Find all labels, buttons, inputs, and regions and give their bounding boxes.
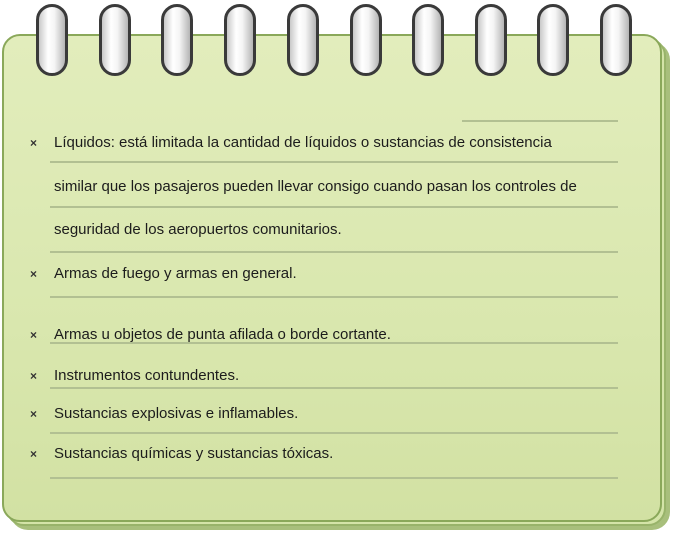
list-item	[30, 134, 552, 151]
list-item-text: Sustancias químicas y sustancias tóxicas.	[54, 445, 334, 462]
spiral-ring-icon	[224, 4, 256, 76]
spiral-ring-icon	[161, 4, 193, 76]
spiral-ring-icon	[600, 4, 632, 76]
x-bullet-icon: ×	[30, 135, 38, 150]
list-item-text: Instrumentos contundentes.	[54, 367, 240, 384]
spiral-ring-icon	[36, 4, 68, 76]
ruled-line	[50, 477, 618, 479]
ruled-line	[462, 120, 618, 122]
x-bullet-icon: ×	[30, 368, 38, 383]
ruled-line	[50, 432, 618, 434]
spiral-ring-icon	[287, 4, 319, 76]
list-item-text: Armas de fuego y armas en general.	[54, 265, 297, 282]
list-item	[30, 405, 298, 422]
spiral-ring-icon	[537, 4, 569, 76]
x-bullet-icon: ×	[30, 406, 38, 421]
ruled-line	[50, 251, 618, 253]
list-item	[30, 367, 239, 384]
list-item-continuation: similar que los pasajeros pueden llevar consigo cuando pasan los controles de	[54, 178, 577, 195]
list-item	[30, 326, 391, 343]
list-item	[30, 265, 297, 282]
ruled-line	[50, 387, 618, 389]
list-item-text: Armas u objetos de punta afilada o borde cortante.	[54, 326, 391, 343]
list-item-text: Líquidos: está limitada la cantidad de líquidos o sustancias de consistencia	[54, 134, 552, 151]
spiral-ring-icon	[350, 4, 382, 76]
x-bullet-icon: ×	[30, 327, 38, 342]
x-bullet-icon: ×	[30, 446, 38, 461]
spiral-ring-icon	[475, 4, 507, 76]
spiral-ring-icon	[412, 4, 444, 76]
list-item-text: Sustancias explosivas e inflamables.	[54, 405, 299, 422]
x-bullet-icon: ×	[30, 266, 38, 281]
ruled-line	[50, 206, 618, 208]
ruled-line	[50, 296, 618, 298]
list-item	[30, 445, 333, 462]
list-item-continuation: seguridad de los aeropuertos comunitarios.	[54, 221, 342, 238]
spiral-ring-icon	[99, 4, 131, 76]
ruled-line	[50, 161, 618, 163]
